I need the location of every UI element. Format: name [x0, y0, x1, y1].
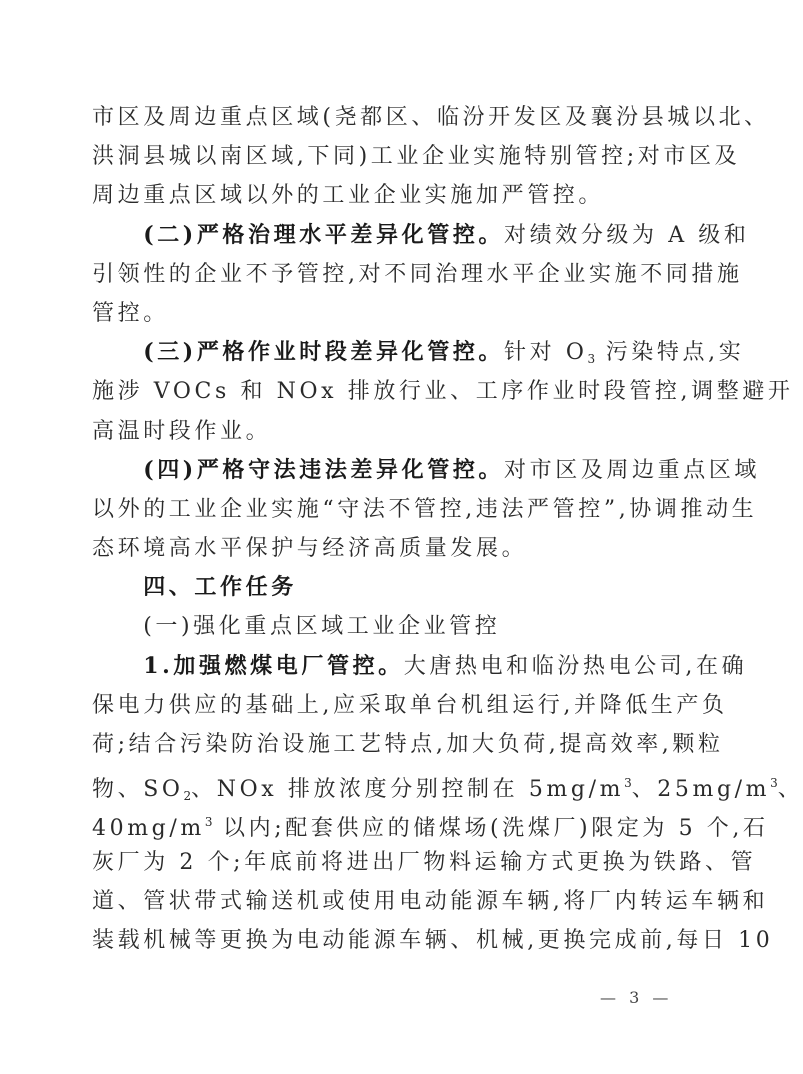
- page-number: — 3 —: [600, 988, 673, 1007]
- text-line: [92, 137, 741, 176]
- body-text: 对市区及周边重点区域: [504, 457, 761, 483]
- body-text: (一)强化重点区域工业企业管控: [92, 614, 501, 640]
- body-text: 洪洞县城以南区域,下同)工业企业实施特别管控;对市区及: [92, 144, 741, 170]
- text-line: [92, 490, 758, 529]
- body-text: 灰厂为 2 个;年底前将进出厂物料运输方式更换为铁路、管: [92, 849, 757, 875]
- body-text: 高温时段作业。: [92, 418, 272, 444]
- body-text: 以内;配套供应的储煤场(洗煤厂)限定为 5 个,石: [212, 816, 769, 842]
- text-line: [92, 372, 794, 411]
- text-line: [92, 568, 682, 607]
- heading-text: (四)严格守法违法差异化管控。: [92, 456, 505, 483]
- text-line: [92, 725, 724, 764]
- body-text: 物、SO: [92, 777, 184, 803]
- text-line: [92, 882, 769, 921]
- superscript: 3: [770, 776, 778, 791]
- body-text: 引领性的企业不予管控,对不同治理水平企业实施不同措施: [92, 261, 743, 287]
- body-text: 态环境高水平保护与经济高质量发展。: [92, 536, 528, 562]
- text-line: [92, 176, 682, 215]
- text-line: [92, 98, 770, 137]
- text-line: [92, 294, 682, 333]
- subscript: 3: [587, 352, 596, 367]
- body-text: 、NOx 排放浓度分别控制在 5mg/m: [191, 777, 625, 803]
- body-text: 大唐热电和临汾热电公司,在确: [403, 653, 748, 679]
- body-text: 施涉 VOCs 和 NOx 排放行业、工序作业时段管控,调整避开: [92, 379, 794, 405]
- body-text: 对绩效分级为 A 级和: [504, 222, 750, 248]
- body-text: 装载机械等更换为电动能源车辆、机械,更换完成前,每日 10: [92, 927, 774, 953]
- heading-text: 四、工作任务: [92, 574, 297, 601]
- body-text: 以外的工业企业实施“守法不管控,违法严管控”,协调推动生: [92, 496, 758, 522]
- heading-text: 1.加强燃煤电厂管控。: [92, 652, 404, 679]
- text-line: [92, 451, 761, 490]
- superscript: 3: [204, 815, 213, 830]
- body-text: 道、管状带式输送机或使用电动能源车辆,将厂内转运车辆和: [92, 888, 769, 914]
- heading-text: (三)严格作业时段差异化管控。: [92, 339, 505, 366]
- text-line: [92, 255, 743, 294]
- text-line: [92, 529, 682, 568]
- body-text: 管控。: [92, 300, 169, 326]
- text-line: [92, 686, 728, 725]
- body-text: 荷;结合污染防治设施工艺特点,加大负荷,提高效率,颗粒: [92, 732, 724, 757]
- body-text: 、25mg/m: [631, 777, 771, 803]
- text-line: [92, 607, 682, 646]
- body-text: 保电力供应的基础上,应采取单台机组运行,并降低生产负: [92, 692, 728, 718]
- body-text: 污染特点,实: [595, 340, 745, 366]
- text-line: [92, 803, 769, 842]
- superscript: 3: [624, 776, 632, 791]
- text-line: [92, 412, 682, 451]
- text-line: [92, 647, 748, 686]
- body-text: 周边重点区域以外的工业企业实施加严管控。: [92, 183, 605, 209]
- text-line: [92, 764, 803, 804]
- body-text: 市区及周边重点区域(尧都区、临汾开发区及襄汾县城以北、: [92, 105, 770, 130]
- text-line: [92, 333, 745, 372]
- body-text: 40mg/m: [92, 816, 205, 842]
- document-body: [92, 98, 803, 960]
- subscript: 2: [183, 789, 192, 804]
- body-text: 、: [777, 777, 803, 803]
- text-line: [92, 921, 774, 960]
- body-text: 针对 O: [504, 340, 588, 366]
- heading-text: (二)严格治理水平差异化管控。: [92, 221, 505, 248]
- text-line: [92, 843, 757, 882]
- text-line: [92, 216, 750, 255]
